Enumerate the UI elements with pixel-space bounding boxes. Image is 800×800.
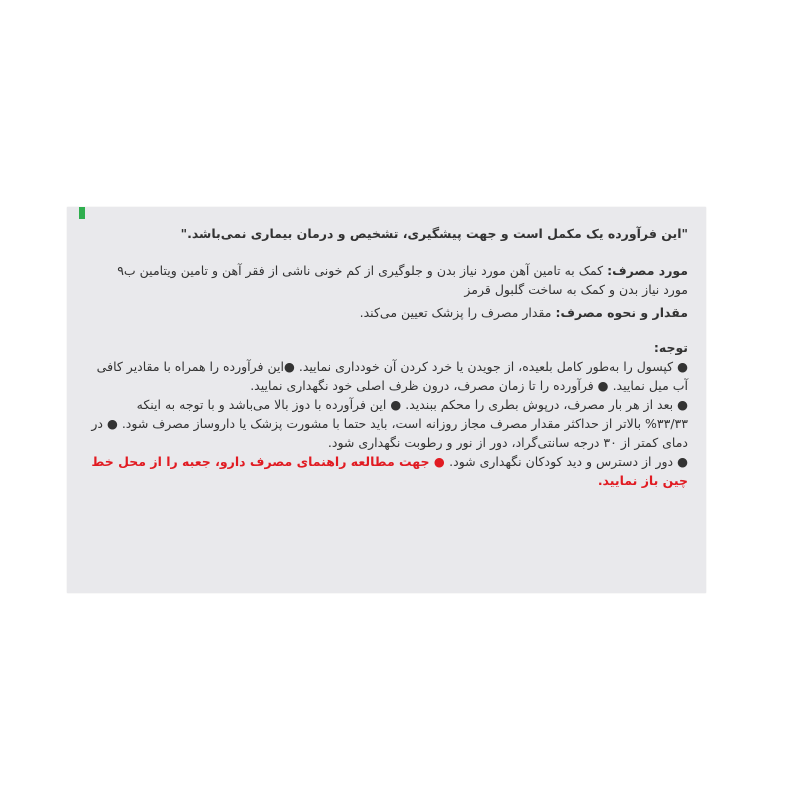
open-box-instruction: ● جهت مطالعه راهنمای مصرف دارو، جعبه را از محل خط چین باز نمایید. <box>91 454 688 488</box>
usage-text: کمک به تامین آهن مورد نیاز بدن و جلوگیری از کم خونی ناشی از فقر آهن و تامین ویتامین ب۹ مورد نیاز بدن و کمک به ساخت گلبول قرمز <box>117 263 688 297</box>
green-marker <box>79 207 85 219</box>
usage-paragraph <box>90 261 688 299</box>
notes-paragraph-3 <box>90 452 688 490</box>
dosage-paragraph <box>90 303 688 322</box>
disclaimer: "این فرآورده یک مکمل است و جهت پیشگیری، تشخیص و درمان بیماری نمی‌باشد." <box>180 226 688 241</box>
label-text-block <box>90 224 688 490</box>
notes-heading: توجه: <box>653 340 688 355</box>
notes-paragraph-1: ● کپسول را به‌طور کامل بلعیده، از جویدن یا خرد کردن آن خودداری نمایید. ●این فرآورده را همراه با مقادیر کافی آب میل نمایید. ● فرآورده را تا زمان مصرف، درون ظرف اصلی خود نگهداری نمایید. <box>96 359 688 393</box>
dosage-label: مقدار و نحوه مصرف: <box>555 305 688 320</box>
usage-label: مورد مصرف: <box>607 263 688 278</box>
dosage-text: مقدار مصرف را پزشک تعیین می‌کند. <box>359 305 556 320</box>
notes-paragraph-2: ● بعد از هر بار مصرف، درپوش بطری را محکم ببندید. ● این فرآورده با دوز بالا می‌باشد و با توجه به اینکه ۳۳/۳۳% بالاتر از حداکثر مقدار مصرف مجاز روزانه است، باید حتما با مشورت پزشک یا داروساز مصرف شود. ● در دمای کمتر از ۳۰ درجه سانتی‌گراد، دور از نور و رطوبت نگهداری شود. <box>91 397 688 450</box>
storage-note: ● دور از دسترس و دید کودکان نگهداری شود. <box>449 454 688 469</box>
